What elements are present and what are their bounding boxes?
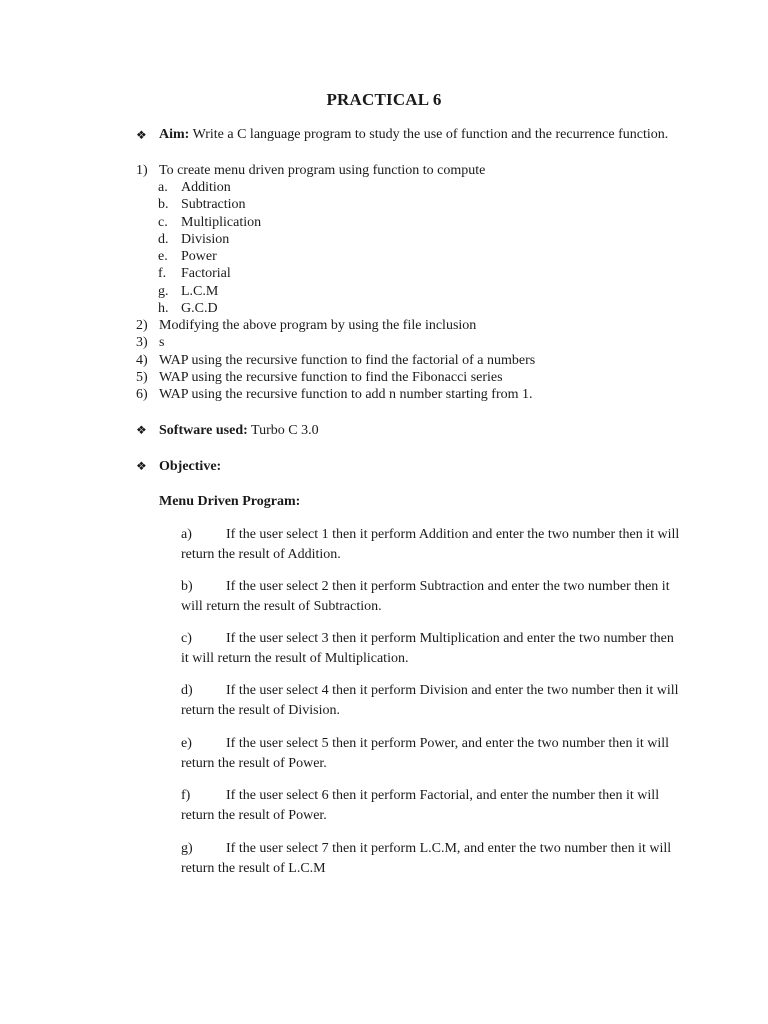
menu-item-text: If the user select 2 then it perform Subtraction and enter the two number then it will return the result of Subtraction. xyxy=(181,579,670,614)
sub-item: G.C.D xyxy=(181,301,218,316)
menu-item-text: If the user select 6 then it perform Factorial, and enter the number then it will return the result of Power. xyxy=(181,788,660,823)
menu-item-text: If the user select 5 then it perform Power, and enter the two number then it will return the result of Power. xyxy=(181,736,670,771)
menu-item xyxy=(181,734,681,774)
menu-item-text: If the user select 7 then it perform L.C.M, and enter the two number then it will return the result of L.C.M xyxy=(181,841,672,876)
sub-item: Factorial xyxy=(181,266,231,281)
menu-item-label: g) xyxy=(181,841,193,856)
software-used xyxy=(159,422,319,439)
software-label: Software used: xyxy=(159,423,248,438)
objective-label: Objective: xyxy=(159,459,222,474)
sub-item: Multiplication xyxy=(181,215,262,230)
menu-item xyxy=(181,629,681,669)
diamond-bullet-icon: ❖ xyxy=(136,423,147,437)
sub-item-letter: g. xyxy=(158,284,169,299)
sub-item: Division xyxy=(181,232,230,247)
sub-item: Power xyxy=(181,249,217,264)
list-item: WAP using the recursive function to find the factorial of a numbers xyxy=(159,353,536,368)
menu-item-label: f) xyxy=(181,788,191,803)
menu-item-text: If the user select 1 then it perform Addition and enter the two number then it will return the result of Addition. xyxy=(181,527,680,562)
list-number: 4) xyxy=(136,353,148,368)
list-number: 6) xyxy=(136,387,148,402)
menu-item-text: If the user select 3 then it perform Multiplication and enter the two number then it will return the result of Multiplication. xyxy=(181,631,674,666)
sub-item: L.C.M xyxy=(181,284,219,299)
menu-item xyxy=(181,681,681,721)
menu-item-label: a) xyxy=(181,527,192,542)
list-item: WAP using the recursive function to find the Fibonacci series xyxy=(159,370,503,385)
menu-heading: Menu Driven Program: xyxy=(159,494,301,509)
menu-item xyxy=(181,525,681,565)
sub-item-letter: a. xyxy=(158,180,168,195)
menu-item-text: If the user select 4 then it perform Division and enter the two number then it will return the result of Division. xyxy=(181,683,679,718)
sub-item-letter: e. xyxy=(158,249,168,264)
list-item: To create menu driven program using function to compute xyxy=(159,163,486,178)
sub-item-letter: h. xyxy=(158,301,169,316)
sub-item: Addition xyxy=(181,180,231,195)
sub-item: Subtraction xyxy=(181,197,246,212)
list-number: 2) xyxy=(136,318,148,333)
list-item: s xyxy=(159,335,165,350)
menu-item-label: e) xyxy=(181,736,192,751)
menu-item xyxy=(181,839,681,879)
page-title: PRACTICAL 6 xyxy=(326,90,442,109)
menu-item-label: d) xyxy=(181,683,193,698)
menu-item xyxy=(181,786,681,826)
sub-item-letter: f. xyxy=(158,266,167,281)
menu-item-label: c) xyxy=(181,631,192,646)
list-number: 1) xyxy=(136,163,148,178)
menu-item-label: b) xyxy=(181,579,193,594)
list-number: 3) xyxy=(136,335,148,350)
list-item: WAP using the recursive function to add n number starting from 1. xyxy=(159,387,533,402)
list-number: 5) xyxy=(136,370,148,385)
aim-text: Write a C language program to study the use of function and the recurrence function. xyxy=(189,127,669,142)
software-value: Turbo C 3.0 xyxy=(247,423,319,438)
menu-item xyxy=(181,577,681,617)
aim-paragraph xyxy=(159,126,677,144)
diamond-bullet-icon: ❖ xyxy=(136,128,147,142)
list-item: Modifying the above program by using the file inclusion xyxy=(159,318,477,333)
sub-item-letter: c. xyxy=(158,215,168,230)
sub-item-letter: d. xyxy=(158,232,169,247)
aim-label: Aim: xyxy=(159,127,190,142)
sub-item-letter: b. xyxy=(158,197,169,212)
diamond-bullet-icon: ❖ xyxy=(136,459,147,473)
